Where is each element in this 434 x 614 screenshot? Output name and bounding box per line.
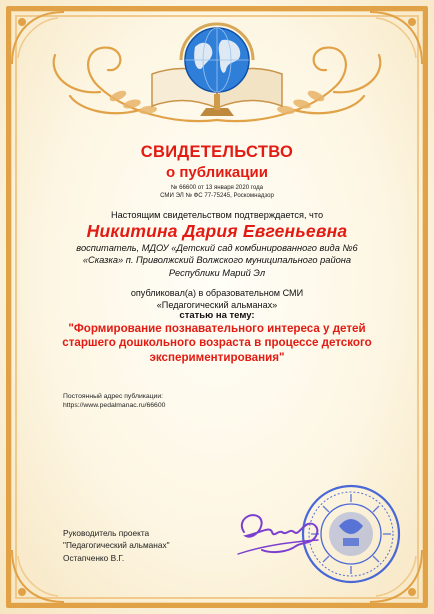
published-line: опубликовал(а) в образовательном СМИ [130, 288, 304, 298]
article-title-line: "Формирование познавательного интереса у детей [68, 322, 366, 335]
theme-label: статью на тему: [179, 310, 255, 321]
recipient-position [0, 242, 434, 279]
article-title-line: старшего дошкольного возраста в процессе детского [62, 336, 372, 350]
article-title-line: экспериментирования" [149, 350, 285, 364]
position-line: «Сказка» п. Приволжский Волжского муниципального района [82, 255, 352, 266]
position-line: Республики Марий Эл [168, 267, 266, 278]
address-label: Постоянный адрес публикации: [63, 393, 164, 400]
corner-ornament-icon [8, 546, 68, 606]
address-link[interactable]: https://www.pedalmanac.ru/66600 [63, 402, 166, 409]
signer-name: Остапченко В.Г. [63, 552, 125, 563]
published-info [0, 287, 434, 311]
signer-role: Руководитель проекта [63, 528, 150, 538]
globe-emblem-icon [140, 12, 294, 132]
signer-block [63, 527, 170, 564]
registration-number: № 66600 от 13 января 2020 года [170, 184, 264, 191]
signer-project: "Педагогический альманах" [63, 540, 170, 551]
intro-text: Настоящим свидетельством подтверждается, что [110, 210, 324, 220]
position-line: воспитатель, МДОУ «Детский сад комбинированного вида №6 [76, 243, 358, 253]
media-registration: СМИ ЭЛ № ФС 77-75245, Роскомнадзор [160, 192, 274, 199]
certificate-title: СВИДЕТЕЛЬСТВО [140, 143, 294, 161]
recipient-name: Никитина Дария Евгеньевна [86, 221, 348, 241]
signature-icon [232, 502, 324, 562]
journal-name: «Педагогический альманах» [156, 300, 278, 310]
publication-address [63, 392, 165, 410]
certificate-subtitle: о публикации [166, 164, 268, 181]
article-title [0, 322, 434, 365]
